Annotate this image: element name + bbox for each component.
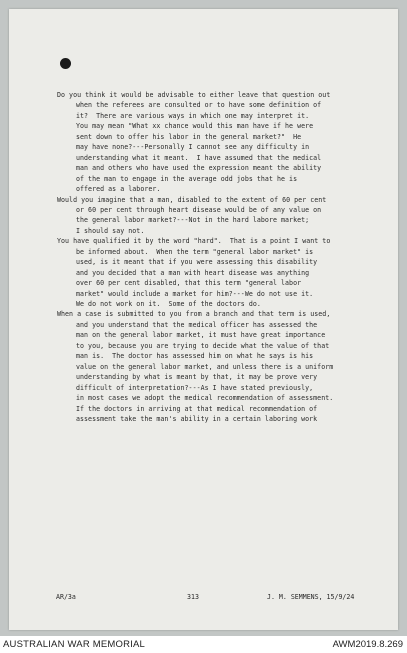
transcript-line: and you understand that the medical officer has assessed the: [76, 320, 318, 329]
footer-reference: AR/3a: [56, 593, 76, 601]
footer-witness-date: J. M. SEMMENS, 15/9/24: [267, 593, 355, 601]
transcript-line: We do not work on it. Some of the doctors do.: [76, 300, 261, 308]
transcript-line: offered as a laborer.: [76, 185, 161, 194]
transcript-line: of the man to engage in the average odd jobs that he is: [76, 174, 298, 183]
transcript-line: market" would include a market for him?---We do not use it.: [76, 289, 314, 298]
transcript-line: man and others who have used the expression meant the ability: [76, 164, 322, 173]
transcript-line: If the doctors in arriving at that medical recommendation of: [76, 404, 318, 413]
transcript-line: used, is it meant that if you were assessing this disability: [76, 258, 318, 267]
transcript-line: or 60 per cent through heart disease would be of any value on: [76, 205, 322, 214]
punch-hole: [60, 58, 71, 69]
transcript-line: You have qualified it by the word "hard". That is a point I want to: [57, 237, 331, 246]
transcript-line: in most cases we adopt the medical recommendation of assessment.: [76, 394, 334, 403]
transcript-line: over 60 per cent disabled, that this term "general labor: [76, 279, 302, 288]
transcript-line: man is. The doctor has assessed him on what he says is his: [76, 352, 314, 361]
transcript-line: value on the general labor market, and unless there is a uniform: [76, 362, 334, 371]
accession-number: AWM2019.8.269: [332, 639, 403, 650]
transcript-line: understanding what it meant. I have assumed that the medical: [76, 153, 322, 162]
transcript-line: to you, because you are trying to decide what the value of that: [76, 341, 330, 350]
transcript-line: when the referees are consulted or to have some definition of: [76, 101, 322, 110]
transcript-line: and you decided that a man with heart disease was anything: [76, 268, 310, 277]
transcript-line: man on the general labor market, it must have great importance: [76, 331, 326, 340]
transcript-line: it? There are various ways in which one may interpret it.: [76, 111, 310, 120]
transcript-line: Would you imagine that a man, disabled to the extent of 60 per cent: [57, 195, 327, 204]
transcript-line: When a case is submitted to you from a branch and that term is used,: [57, 310, 331, 319]
transcript-line: the general labor market?---Not in the hard labore market;: [76, 216, 310, 225]
transcript-line: may have none?---Personally I cannot see any difficulty in: [76, 143, 310, 152]
footer-page-number: 313: [187, 593, 199, 601]
institution-credit: AUSTRALIAN WAR MEMORIAL: [3, 639, 146, 650]
caption-bar: [0, 636, 407, 653]
transcript-line: be informed about. When the term "general labor market" is: [76, 247, 314, 256]
transcript-line: difficult of interpretation?---As I have stated previously,: [76, 383, 314, 392]
document-page: [9, 9, 398, 630]
transcript-line: I should say not.: [76, 226, 145, 235]
transcript-line: understanding by what is meant by that, it may be prove very: [76, 373, 318, 382]
transcript-line: You may mean "What xx chance would this man have if he were: [76, 122, 314, 131]
transcript-line: sent down to offer his labor in the general market?" He: [76, 132, 302, 141]
transcript-line: assessment take the man's ability in a certain laboring work: [76, 414, 318, 423]
transcript-line: Do you think it would be advisable to either leave that question out: [57, 91, 331, 99]
